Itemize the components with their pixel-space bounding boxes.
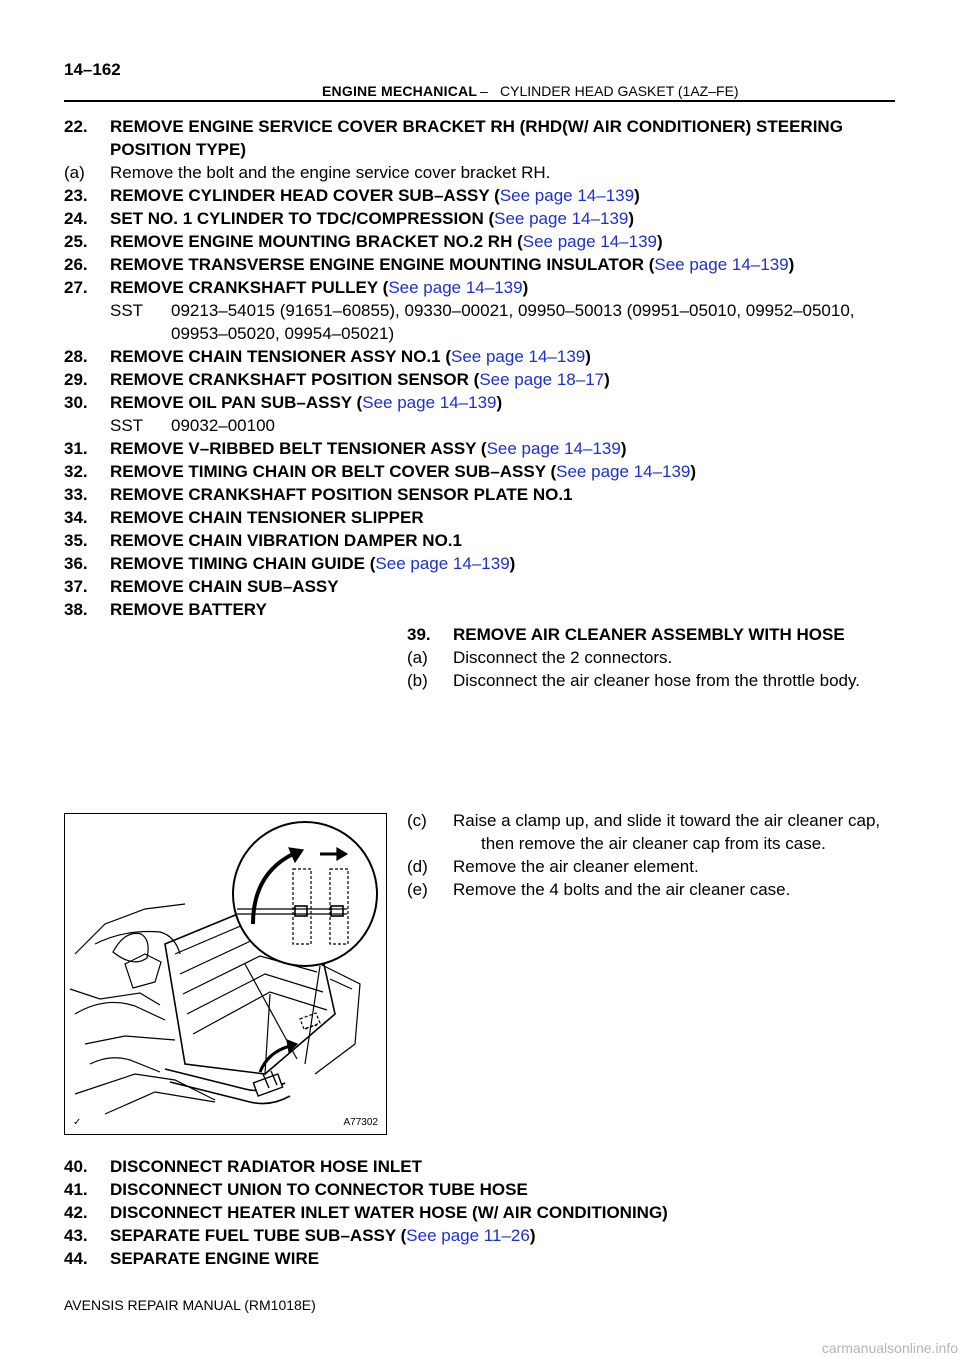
header-separator: – — [480, 83, 488, 99]
step-33: 33. REMOVE CRANKSHAFT POSITION SENSOR PLATE NO.1 — [64, 485, 573, 504]
step-25: 25. REMOVE ENGINE MOUNTING BRACKET NO.2 RH (See page 14–139) — [64, 232, 663, 251]
header-section-title: ENGINE MECHANICAL — [322, 83, 478, 99]
step-26: 26. REMOVE TRANSVERSE ENGINE ENGINE MOUNTING INSULATOR (See page 14–139) — [64, 255, 795, 274]
see-page-link[interactable]: See page 14–139 — [556, 462, 691, 481]
step-29: 29. REMOVE CRANKSHAFT POSITION SENSOR (See page 18–17) — [64, 370, 610, 389]
step-39-substep-c: (c) Raise a clamp up, and slide it toward the air cleaner cap, — [407, 811, 881, 830]
step-30: 30. REMOVE OIL PAN SUB–ASSY (See page 14–139) — [64, 393, 503, 412]
step-39-substep-a: (a) Disconnect the 2 connectors. — [407, 648, 673, 667]
see-page-link[interactable]: See page 18–17 — [479, 370, 605, 389]
see-page-link[interactable]: See page 14–139 — [522, 232, 657, 251]
see-page-link[interactable]: See page 14–139 — [451, 347, 586, 366]
footer-manual-title: AVENSIS REPAIR MANUAL (RM1018E) — [64, 1297, 316, 1313]
step-34: 34. REMOVE CHAIN TENSIONER SLIPPER — [64, 508, 424, 527]
step-24: 24. SET NO. 1 CYLINDER TO TDC/COMPRESSION (See page 14–139) — [64, 209, 635, 228]
see-page-link[interactable]: See page 14–139 — [486, 439, 621, 458]
figure-mark: ✓ — [73, 1117, 82, 1128]
step-37: 37. REMOVE CHAIN SUB–ASSY — [64, 577, 339, 596]
step-22-substep-a: (a) Remove the bolt and the engine service cover bracket RH. — [64, 163, 551, 182]
step-22-continued: POSITION TYPE) — [110, 140, 247, 159]
step-39-substep-b: (b) Disconnect the air cleaner hose from the throttle body. — [407, 671, 860, 690]
step-42: 42. DISCONNECT HEATER INLET WATER HOSE (W/ AIR CONDITIONING) — [64, 1203, 668, 1222]
step-36: 36. REMOVE TIMING CHAIN GUIDE (See page 14–139) — [64, 554, 516, 573]
see-page-link[interactable]: See page 14–139 — [654, 255, 789, 274]
watermark: carmanualsonline.info — [821, 1340, 958, 1356]
step-44: 44. SEPARATE ENGINE WIRE — [64, 1249, 320, 1268]
see-page-link[interactable]: See page 14–139 — [388, 278, 523, 297]
step-27: 27. REMOVE CRANKSHAFT PULLEY (See page 14–139) — [64, 278, 529, 297]
step-28: 28. REMOVE CHAIN TENSIONER ASSY NO.1 (See page 14–139) — [64, 347, 591, 366]
see-page-link[interactable]: See page 14–139 — [375, 554, 510, 573]
see-page-link[interactable]: See page 14–139 — [362, 393, 497, 412]
step-43: 43. SEPARATE FUEL TUBE SUB–ASSY (See page 11–26) — [64, 1226, 536, 1245]
engine-bay-drawing — [65, 814, 385, 1133]
step-27-sst-continued: 09953–05020, 09954–05021) — [171, 324, 395, 343]
step-38: 38. REMOVE BATTERY — [64, 600, 267, 619]
step-number: 22. — [64, 117, 88, 136]
step-30-sst: SST 09032–00100 — [110, 416, 276, 435]
step-title: REMOVE ENGINE SERVICE COVER BRACKET RH (RHD(W/ AIR CONDITIONER) STEERING — [110, 117, 843, 136]
see-page-link[interactable]: See page 14–139 — [494, 209, 629, 228]
page-number: 14–162 — [64, 60, 121, 79]
see-page-link[interactable]: See page 11–26 — [406, 1226, 530, 1245]
step-23: 23. REMOVE CYLINDER HEAD COVER SUB–ASSY (See page 14–139) — [64, 186, 640, 205]
step-39-substep-e: (e) Remove the 4 bolts and the air cleaner case. — [407, 880, 791, 899]
step-39-substep-c-continued: then remove the air cleaner cap from its case. — [481, 834, 826, 853]
step-22 — [64, 116, 896, 138]
step-39: 39. REMOVE AIR CLEANER ASSEMBLY WITH HOSE — [407, 625, 845, 644]
see-page-link[interactable]: See page 14–139 — [499, 186, 635, 205]
air-cleaner-illustration — [64, 813, 387, 1135]
step-41: 41. DISCONNECT UNION TO CONNECTOR TUBE HOSE — [64, 1180, 528, 1199]
step-27-sst: SST 09213–54015 (91651–60855), 09330–00021, 09950–50013 (09951–05010, 09952–05010, — [110, 301, 855, 320]
step-35: 35. REMOVE CHAIN VIBRATION DAMPER NO.1 — [64, 531, 462, 550]
header-subsection-title: CYLINDER HEAD GASKET (1AZ–FE) — [500, 83, 739, 99]
header-rule — [64, 100, 895, 102]
step-40: 40. DISCONNECT RADIATOR HOSE INLET — [64, 1157, 422, 1176]
step-39-substep-d: (d) Remove the air cleaner element. — [407, 857, 699, 876]
step-31: 31. REMOVE V–RIBBED BELT TENSIONER ASSY (See page 14–139) — [64, 439, 627, 458]
figure-id: A77302 — [343, 1117, 378, 1128]
step-32: 32. REMOVE TIMING CHAIN OR BELT COVER SUB–ASSY (See page 14–139) — [64, 462, 697, 481]
